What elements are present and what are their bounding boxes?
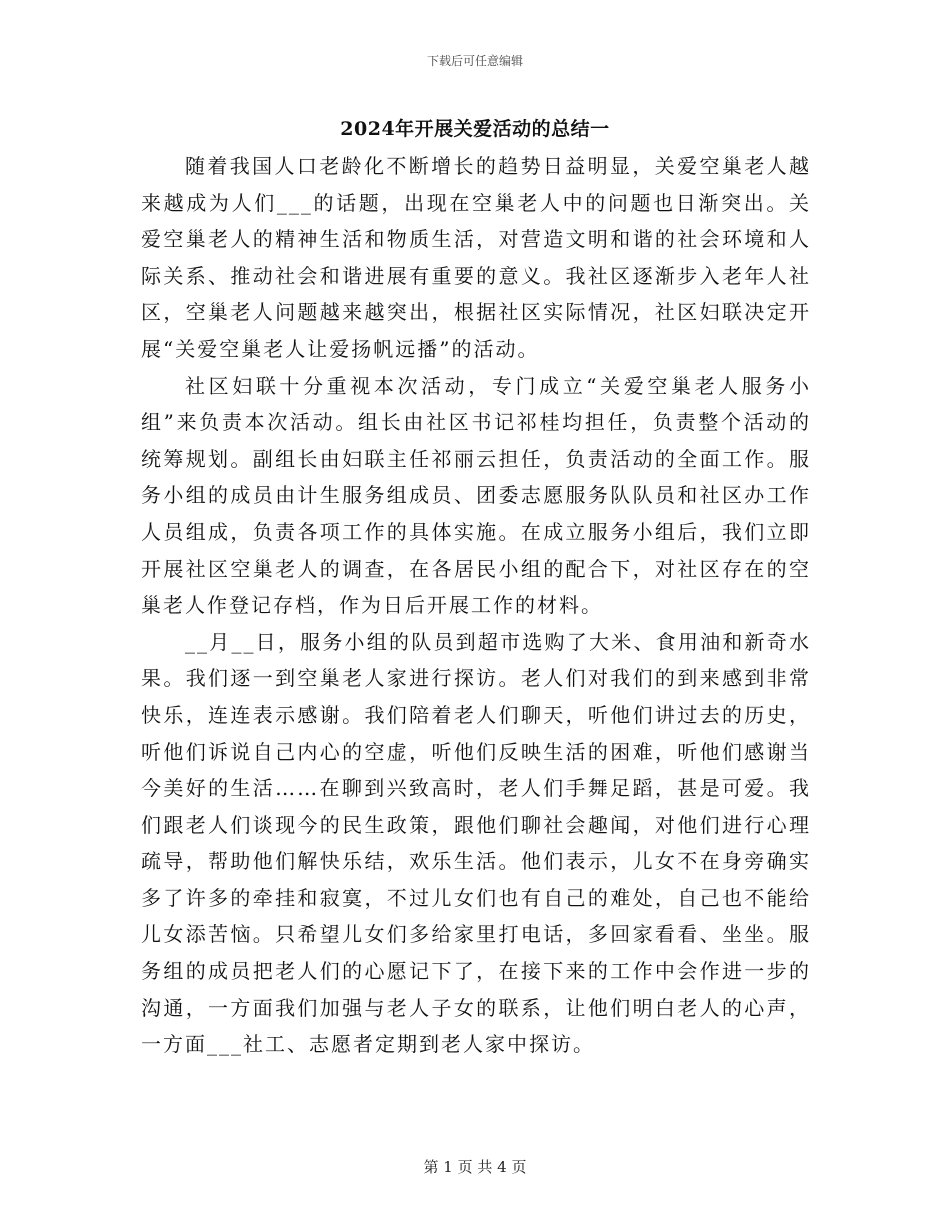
- document-title: 2024年开展关爱活动的总结一: [340, 118, 610, 140]
- document-body: [141, 148, 811, 1063]
- paragraph-2: 社区妇联十分重视本次活动，专门成立“关爱空巢老人服务小组”来负责本次活动。组长由社区书记祁桂均担任，负责整个活动的统筹规划。副组长由妇联主任祁丽云担任，负责活动的全面工作。服务小组的成员由计生服务组成员、团委志愿服务队队员和社区办工作人员组成，负责各项工作的具体实施。在成立服务小组后，我们立即开展社区空巢老人的调查，在各居民小组的配合下，对社区存在的空巢老人作登记存档，作为日后开展工作的材料。: [141, 373, 811, 618]
- paragraph-1: 随着我国人口老龄化不断增长的趋势日益明显，关爱空巢老人越来越成为人们___的话题，出现在空巢老人中的问题也日渐突出。关爱空巢老人的精神生活和物质生活，对营造文明和谐的社会环境和人际关系、推动社会和谐进展有重要的意义。我社区逐渐步入老年人社区，空巢老人问题越来越突出，根据社区实际情况，社区妇联决定开展“关爱空巢老人让爱扬帆远播”的活动。: [141, 154, 811, 361]
- page-number-footer: 第 1 页 共 4 页: [423, 1158, 527, 1176]
- page-header-note: 下载后可任意编辑: [426, 54, 523, 68]
- paragraph-3: __月__日，服务小组的队员到超市选购了大米、食用油和新奇水果。我们逐一到空巢老人家进行探访。老人们对我们的到来感到非常快乐，连连表示感谢。我们陪着老人们聊天，听他们讲过去的历史，听他们诉说自己内心的空虚，听他们反映生活的困难，听他们感谢当今美好的生活……在聊到兴致高时，老人们手舞足蹈，甚是可爱。我们跟老人们谈现今的民生政策，跟他们聊社会趣闻，对他们进行心理疏导，帮助他们解快乐结，欢乐生活。他们表示，儿女不在身旁确实多了许多的牵挂和寂寞，不过儿女们也有自己的难处，自己也不能给儿女添苦恼。只希望儿女们多给家里打电话，多回家看看、坐坐。服务组的成员把老人们的心愿记下了，在接下来的工作中会作进一步的沟通，一方面我们加强与老人子女的联系，让他们明白老人的心声，一方面___社工、志愿者定期到老人家中探访。: [141, 629, 811, 1057]
